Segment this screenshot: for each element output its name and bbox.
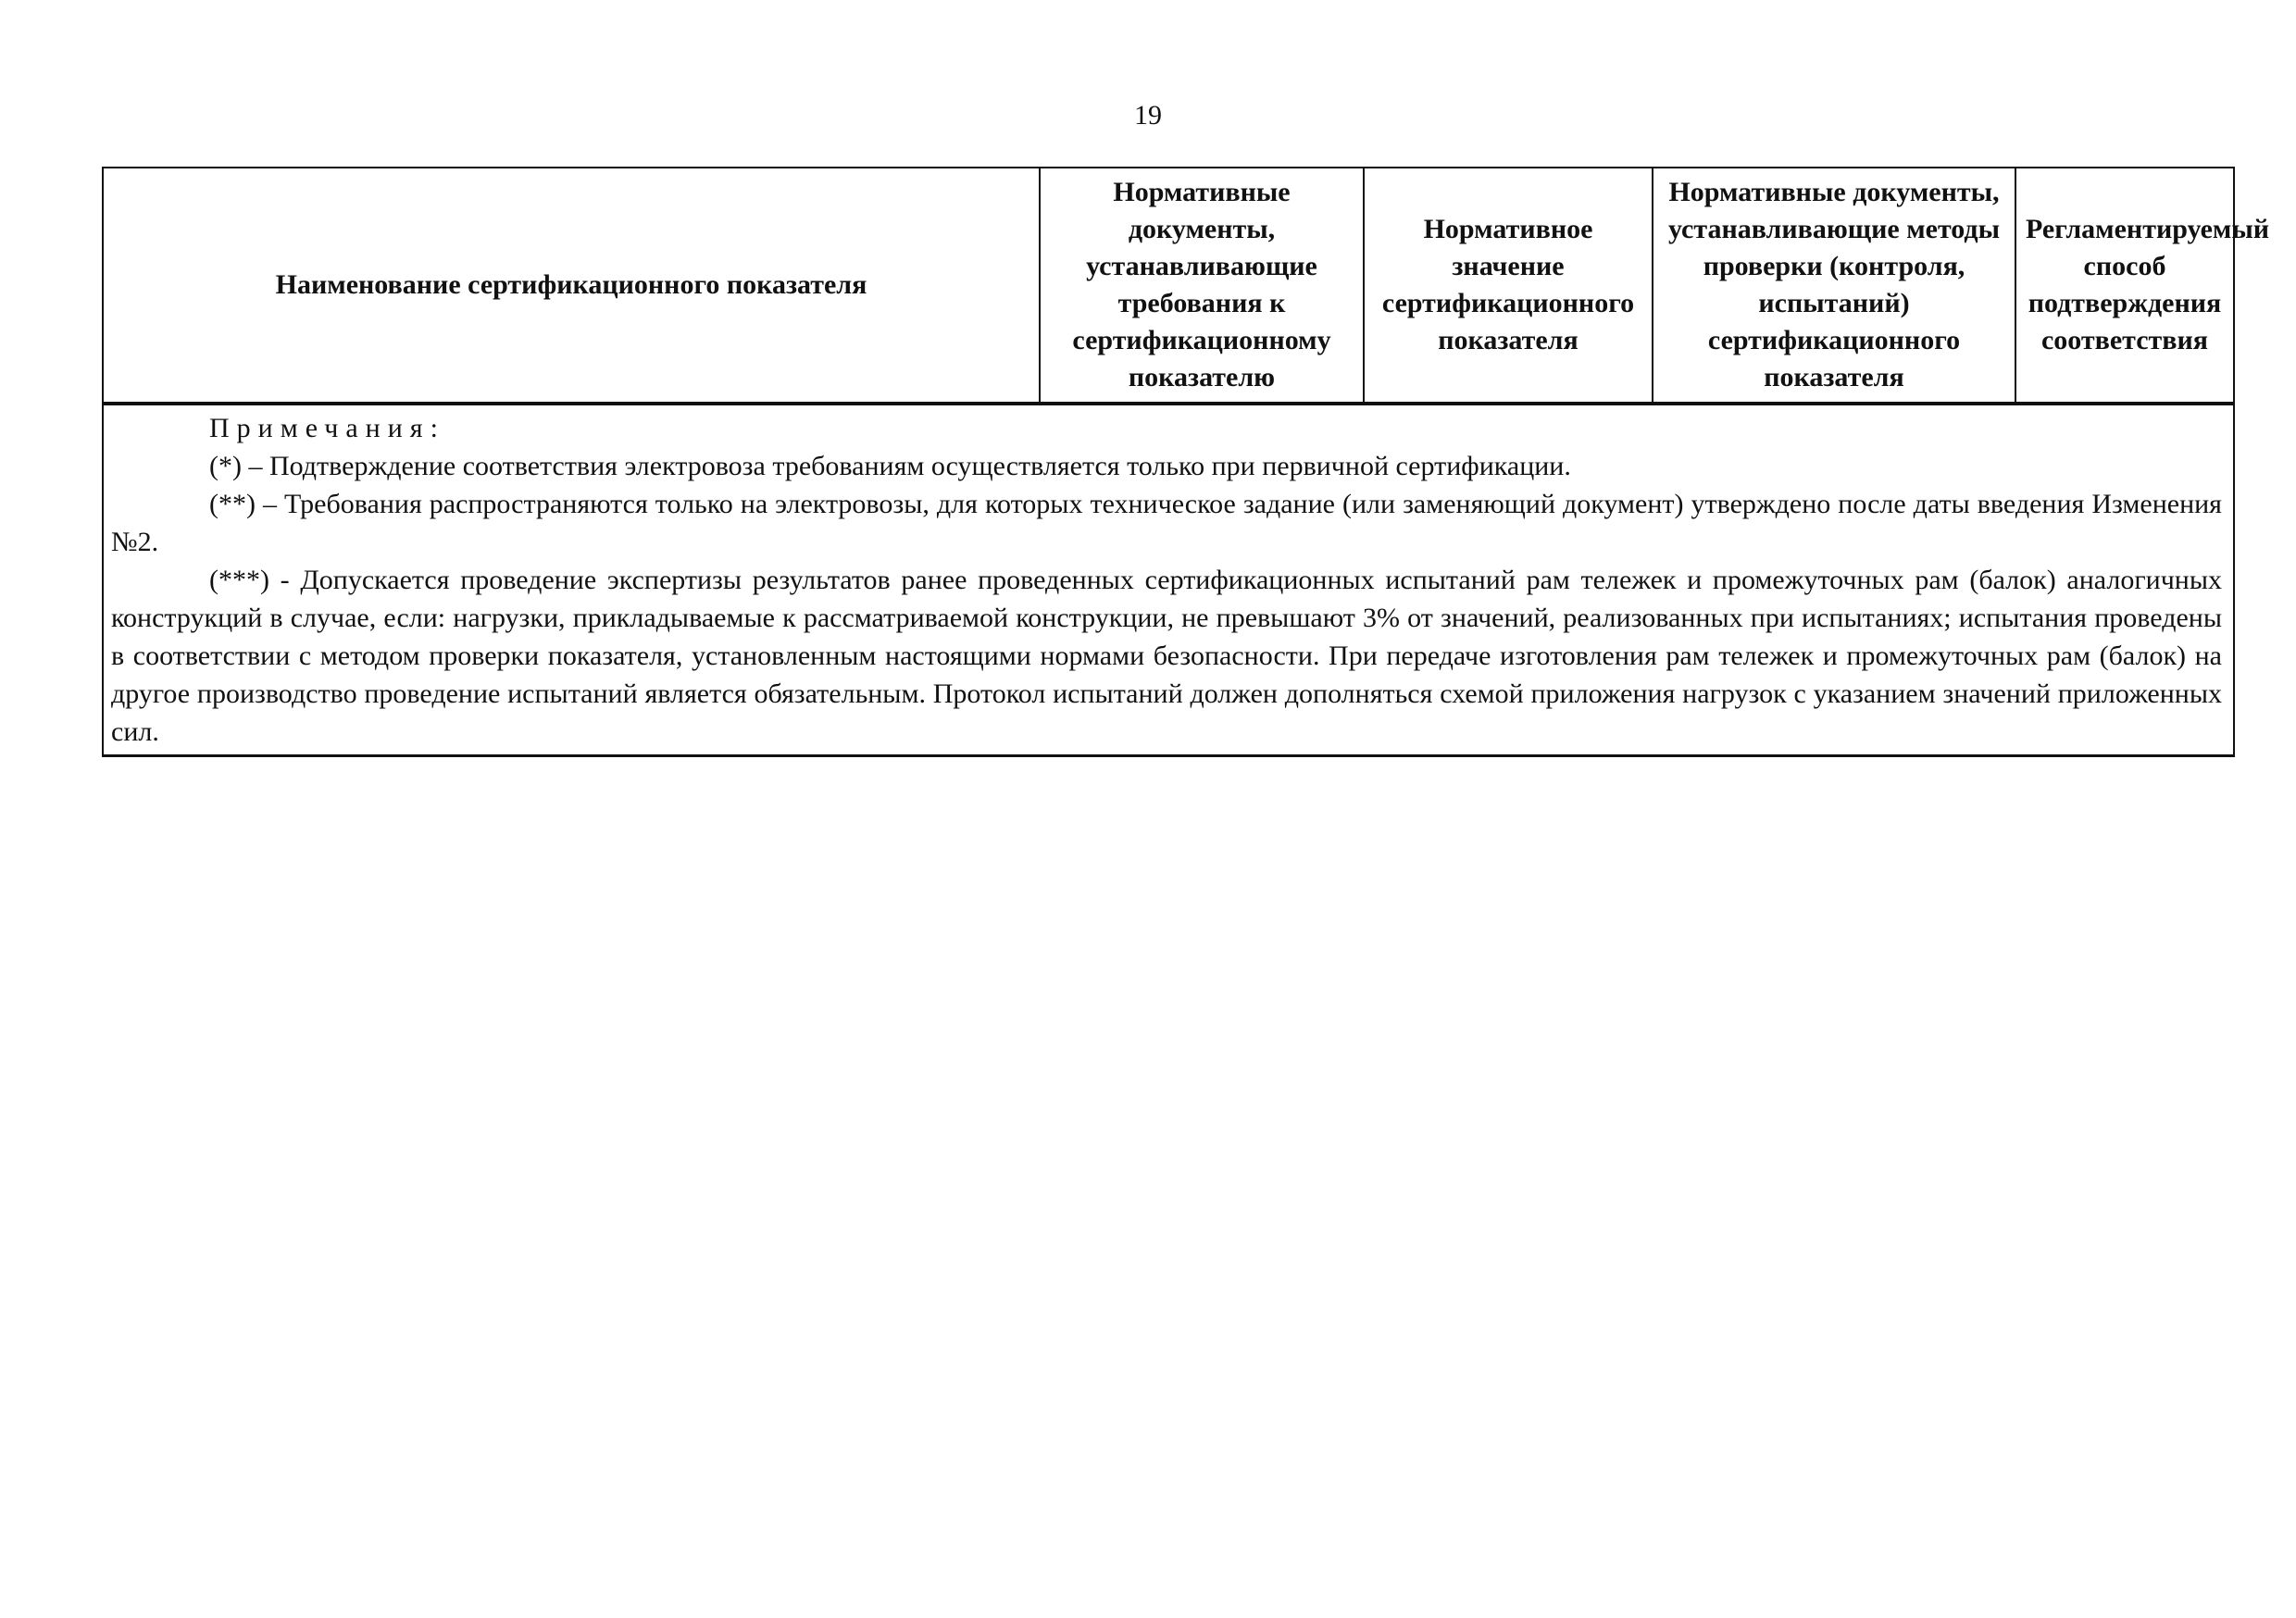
note-item: (**) – Требования распространяются только на электровозы, для которых техническое задание (или заменяющий документ) утверждено после даты введения Изменения №2. <box>111 489 2222 557</box>
header-requirement-documents: Нормативные документы, устанавливающие требования к сертификационному показателю <box>1040 168 1364 404</box>
page-number: 19 <box>1134 100 1162 131</box>
note-item: (*) – Подтверждение соответствия электровоза требованиям осуществляется только при первичной сертификации. <box>209 451 1571 481</box>
header-normative-value: Нормативное значение сертификационного показателя <box>1364 168 1653 404</box>
note-item: (***) - Допускается проведение экспертизы результатов ранее проведенных сертификационных испытаний рам тележек и промежуточных рам (балок) аналогичных конструкций в случае, если: нагрузки, прикладываемые к рассматриваемой конструкции, не превышают 3% от значений, реализованных при испытаниях; испытания проведены в соответствии с методом проверки показателя, установленным настоящими нормами безопасности. При передаче изготовления рам тележек и промежуточных рам (балок) на другое производство проведение испытаний является обязательным. Протокол испытаний должен дополняться схемой приложения нагрузок с указанием значений приложенных сил. <box>111 565 2222 747</box>
header-indicator-name: Наименование сертификационного показателя <box>103 168 1040 404</box>
table-header-row <box>103 168 2234 404</box>
header-test-method-documents: Нормативные документы, устанавливающие методы проверки (контроля, испытаний) сертификационного показателя <box>1653 168 2015 404</box>
notes-title: Примечания: <box>209 413 445 443</box>
certification-table <box>102 167 2270 757</box>
notes-row <box>103 404 2234 756</box>
notes-cell <box>103 404 2234 756</box>
header-conformity-method: Регламентируемый способ подтверждения соответствия <box>2015 168 2234 404</box>
